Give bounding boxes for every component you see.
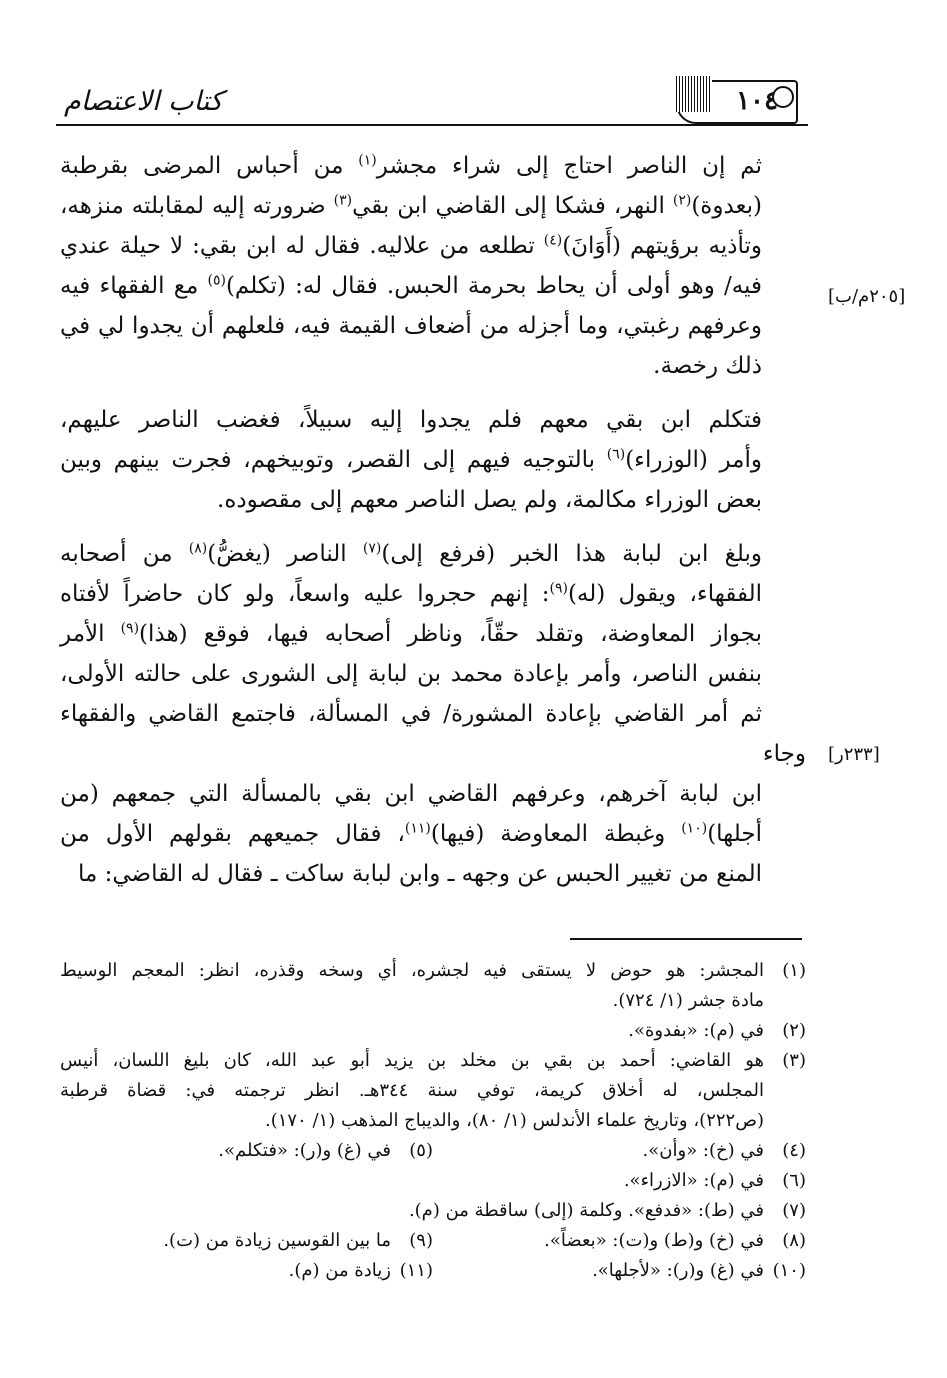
footnote-text: في (ط): «فدفع». وكلمة (إلى) ساقطة من (م).	[408, 1200, 764, 1221]
footnote-number: (٤)	[782, 1140, 806, 1161]
text-line	[60, 266, 806, 306]
text-line	[60, 614, 806, 654]
footnote-ref: (١)	[358, 152, 377, 169]
text-run: فتكلم ابن بقي معهم فلم يجدوا إليه سبيلاً، فغضب الناصر عليهم،	[60, 407, 762, 433]
footnote	[60, 1166, 806, 1196]
footnote-number: (٧)	[782, 1200, 806, 1221]
footnote-text: في (غ) و(ر): «فتكلم».	[218, 1140, 391, 1161]
footnote-ref: (٩)	[549, 580, 568, 597]
text-line	[60, 774, 806, 814]
footnote-line: في (م): «بفدوة».	[628, 1020, 764, 1041]
footnote-line: المجلس، له أخلاق كريمة، توفي سنة ٣٤٤هـ. انظر ترجمته في: قضاة قرطبة	[60, 1080, 765, 1101]
footnote-text: في (خ): «وأن».	[642, 1140, 764, 1161]
text-run: وبلغ ابن لبابة هذا الخبر (فرفع إلى)	[381, 541, 762, 567]
text-line	[60, 306, 806, 346]
text-run: بنفس الناصر، وأمر بإعادة محمد بن لبابة إلى الشورى على حالته الأولى،	[60, 661, 762, 687]
footnote-text: في (م): «الازراء».	[623, 1170, 764, 1191]
text-run: ابن لبابة آخرهم، وعرفهم القاضي ابن بقي بالمسألة التي جمعهم (من	[60, 781, 762, 807]
footnote	[60, 1016, 806, 1046]
book-title: كتاب الاعتصام	[64, 86, 223, 117]
text-line	[60, 534, 806, 574]
footnote-number: (٢)	[782, 1020, 806, 1041]
text-line	[60, 814, 806, 854]
footnote-ref: (٧)	[362, 540, 382, 557]
text-run: (بعدوة)	[691, 193, 762, 219]
text-line	[60, 226, 806, 266]
footnote-ref: (١١)	[404, 820, 431, 837]
text-line	[60, 346, 806, 386]
footnote-ref: (٢)	[672, 192, 692, 209]
page-number: ١٠٤	[736, 86, 778, 116]
text-run: ثم إن الناصر احتاج إلى شراء مجشر	[376, 153, 763, 179]
text-run: من أصحابه	[60, 541, 189, 567]
text-run: النهر، فشكا إلى القاضي ابن بقي	[352, 193, 673, 219]
header-stripes	[676, 76, 712, 112]
footnote-text: ما بين القوسين زيادة من (ت).	[163, 1230, 391, 1251]
text-run: مع الفقهاء فيه	[60, 273, 208, 299]
footnote-text: زيادة من (م).	[288, 1260, 391, 1281]
paragraph	[60, 146, 806, 386]
text-run: المنع من تغيير الحبس عن وجهه ـ وابن لبابة ساكت ـ فقال له القاضي: ما	[77, 861, 762, 887]
text-run: وعرفهم رغبتي، وما أجزله من أضعاف القيمة فيه، فلعلهم أن يجدوا لي في	[60, 313, 762, 339]
footnote-number: (١١)	[399, 1260, 433, 1281]
margin-note-manuscript-ref: [٢٣٣ر]	[828, 744, 880, 765]
footnote-pair	[60, 1226, 806, 1256]
main-text	[60, 146, 806, 894]
running-header	[56, 66, 808, 128]
footnote-number: (١٠)	[772, 1260, 806, 1281]
footnote-line: هو القاضي: أحمد بن بقي بن مخلد بن يزيد أبو عبد الله، كان بليغ اللسان، أنيس	[60, 1050, 764, 1071]
footnote-ref: (٣)	[333, 192, 353, 209]
text-run: وتأذيه برؤيتهم (أَوَانَ)	[562, 233, 762, 259]
footnote-line: (ص٢٢٢)، وتاريخ علماء الأندلس (١/ ٨٠)، والديباج المذهب (١/ ١٧٠).	[264, 1110, 764, 1131]
text-run: بجواز المعاوضة، وتقلد حقّاً، وناظر أصحابه فيها، فوقع (هذا)	[139, 621, 762, 647]
text-run: وغبطة المعاوضة (فيها)	[430, 821, 682, 847]
text-run: بالتوجيه فيهم إلى القصر، وتوبيخهم، فجرت بينهم وبين	[60, 447, 607, 473]
text-run: الناصر (يغضُّ)	[207, 541, 363, 567]
text-line	[60, 854, 806, 894]
text-run: : إنهم حجروا عليه واسعاً، ولو كان حاضراً لأفتاه	[60, 581, 550, 607]
text-run: ثم أمر القاضي بإعادة المشورة/ في المسألة، فاجتمع القاضي والفقهاء وجاء	[60, 701, 806, 767]
footnote-text	[60, 1016, 764, 1046]
text-line	[60, 480, 806, 520]
text-run: ذلك رخصة.	[653, 353, 762, 379]
footnote-ref: (٦)	[606, 446, 626, 463]
footnote-number: (٨)	[782, 1230, 806, 1251]
text-line	[60, 400, 806, 440]
text-line	[60, 146, 806, 186]
footnote	[60, 1046, 806, 1136]
header-rule	[56, 124, 808, 126]
footnote-number: (٣)	[782, 1050, 806, 1071]
text-run: ضرورته إليه لمقابلته منزهه،	[60, 193, 334, 219]
footnote	[60, 956, 806, 1016]
footnote-ref: (٥)	[207, 272, 226, 289]
footnote-ref: (١٠)	[681, 820, 708, 837]
text-line	[60, 654, 806, 694]
footnote-text	[60, 1046, 764, 1136]
footnote-line: المجشر: هو حوض لا يستقى فيه لجشره، أي وسخه وقذره، انظر: المعجم الوسيط	[60, 960, 764, 981]
footnote-number: (٩)	[409, 1230, 433, 1251]
text-run: بعض الوزراء مكالمة، ولم يصل الناصر معهم إلى مقصوده.	[217, 487, 762, 513]
text-run: أجلها)	[707, 821, 762, 847]
text-line	[60, 694, 806, 774]
text-run: من أحباس المرضى بقرطبة	[60, 153, 359, 179]
text-line	[60, 440, 806, 480]
text-run: الأمر	[60, 621, 121, 647]
footnote-separator	[570, 938, 802, 940]
footnote-number: (١)	[782, 960, 806, 981]
paragraph	[60, 534, 806, 894]
footnote	[60, 1196, 806, 1226]
text-line	[60, 574, 806, 614]
text-line	[60, 186, 806, 226]
text-run: وأمر (الوزراء)	[625, 447, 762, 473]
text-run: فيه/ وهو أولى أن يحاط بحرمة الحبس. فقال له: (تكلم)	[225, 273, 762, 299]
footnote-ref: (٩)	[120, 620, 140, 637]
footnote-text: في (غ) و(ر): «لأجلها».	[592, 1260, 764, 1281]
footnote-number: (٥)	[409, 1140, 433, 1161]
text-run: تطلعه من علاليه. فقال له ابن بقي: لا حيلة عندي	[60, 233, 544, 259]
margin-note-manuscript-ref: [٢٠٥م/ب]	[828, 286, 906, 307]
text-run: ، فقال جميعهم بقولهم الأول من	[60, 821, 405, 847]
text-run: الفقهاء، ويقول (له)	[567, 581, 762, 607]
footnote-number: (٦)	[782, 1170, 806, 1191]
footnote-pair	[60, 1256, 806, 1286]
footnote-ref: (٤)	[543, 232, 563, 249]
footnote-ref: (٨)	[188, 540, 208, 557]
footnotes	[60, 956, 806, 1286]
footnote-text	[60, 956, 764, 1016]
paragraph	[60, 400, 806, 520]
footnote-line: مادة جشر (١/ ٧٢٤).	[612, 990, 764, 1011]
footnote-text: في (خ) و(ط) و(ت): «بعضاً».	[544, 1230, 764, 1251]
footnote-pair	[60, 1136, 806, 1166]
